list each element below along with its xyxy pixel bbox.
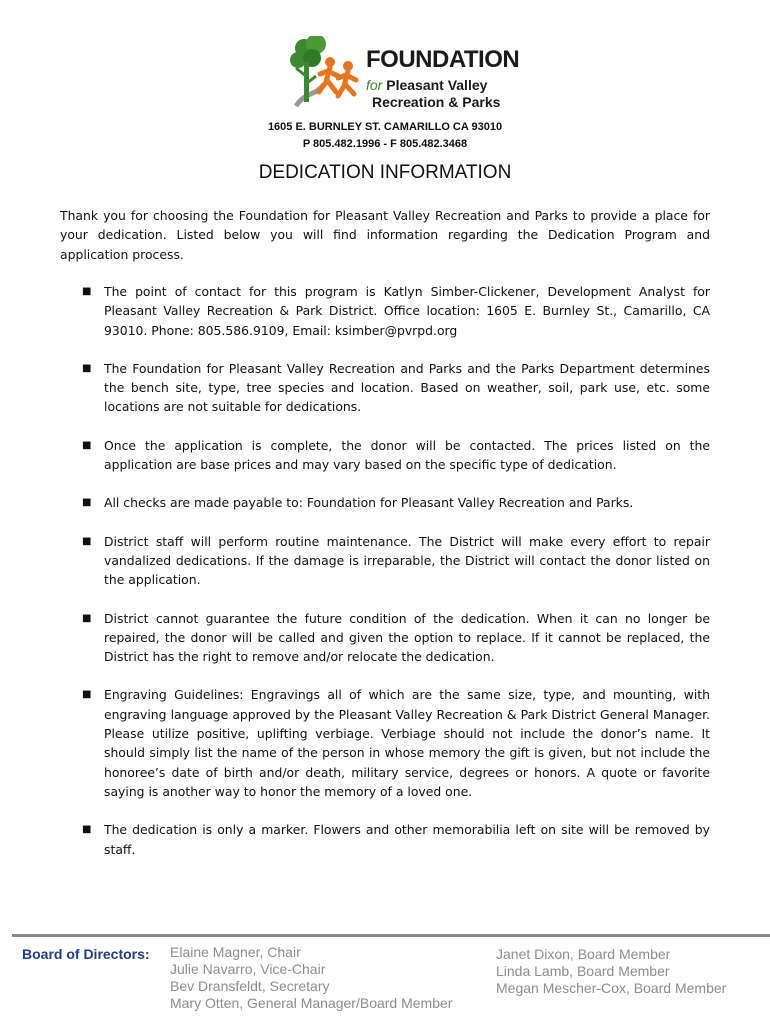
bullet-item	[60, 436, 710, 475]
bullet-text: Engraving Guidelines: Engravings all of which are the same size, type, and mounting, with engraving language approved by the Pleasant Valley Recreation & Park District General Manager. Please utilize positive, uplifting verbiage. Verbiage should not include the donor’s name. It should simply list the name of the person in whose memory the gift is given, but not include the honoree’s date of birth and/or death, military service, degrees or honors. A quote or favorite saying is another way to honor the memory of a loved one.	[104, 687, 710, 799]
board-column-2	[496, 946, 726, 997]
square-bullet-icon: ■	[82, 689, 92, 701]
logo-line1: Pleasant Valley	[386, 77, 488, 93]
square-bullet-icon: ■	[82, 439, 92, 451]
bullet-text: District staff will perform routine maintenance. The District will make every effort to repair vandalized dedications. If the damage is irreparable, the District will contact the donor listed on the application.	[104, 533, 710, 588]
board-member: Elaine Magner, Chair	[170, 944, 301, 960]
tree-runners-icon	[286, 36, 366, 116]
info-bullet-list	[60, 282, 710, 859]
board-member: Janet Dixon, Board Member	[496, 946, 671, 962]
footer-divider	[12, 934, 770, 937]
address-line: 1605 E. BURNLEY ST. CAMARILLO CA 93010	[267, 121, 503, 133]
square-bullet-icon: ■	[82, 535, 92, 547]
bullet-item	[60, 282, 710, 340]
bullet-item	[60, 820, 710, 859]
page-title: DEDICATION INFORMATION	[258, 162, 512, 183]
bullet-text: All checks are made payable to: Foundation for Pleasant Valley Recreation and Parks.	[104, 495, 634, 511]
square-bullet-icon: ■	[82, 612, 92, 624]
bullet-item	[60, 609, 710, 667]
board-label: Board of Directors:	[22, 946, 150, 962]
bullet-text: The dedication is only a marker. Flowers and other memorabilia left on site will be removed by staff.	[104, 822, 710, 857]
bullet-text: District cannot guarantee the future condition of the dedication. When it can no longer be repaired, the donor will be called and given the option to replace. If it cannot be replaced, the District has the right to remove and/or relocate the dedication.	[104, 610, 710, 665]
board-member: Megan Mescher-Cox, Board Member	[496, 980, 727, 996]
bullet-item	[60, 532, 710, 590]
intro-paragraph: Thank you for choosing the Foundation for Pleasant Valley Recreation and Parks to provide a place for your dedication. Listed below you will find information regarding the Dedication Program and application process.	[60, 208, 710, 262]
phone-fax-line: P 805.482.1996 - F 805.482.3468	[302, 138, 468, 150]
logo-subtitle-1	[366, 77, 487, 93]
square-bullet-icon: ■	[82, 824, 92, 836]
square-bullet-icon: ■	[82, 286, 92, 297]
foundation-logo	[286, 36, 520, 116]
logo-for: for	[366, 77, 383, 93]
bullet-text: The Foundation for Pleasant Valley Recreation and Parks and the Parks Department determines the bench site, type, tree species and location. Based on weather, soil, park use, etc. some locations are not suitable for dedications.	[104, 360, 710, 415]
square-bullet-icon: ■	[82, 362, 92, 374]
board-member: Linda Lamb, Board Member	[496, 963, 670, 979]
logo-subtitle-2: Recreation & Parks	[372, 94, 501, 110]
bullet-text: Once the application is complete, the donor will be contacted. The prices listed on the application are base prices and may vary based on the specific type of dedication.	[104, 437, 710, 473]
board-member: Bev Dransfeldt, Secretary	[170, 978, 330, 994]
board-of-directors-footer	[0, 944, 770, 1024]
logo-title: FOUNDATION	[366, 46, 520, 73]
board-column-1	[170, 944, 452, 1012]
bullet-item	[60, 493, 710, 512]
board-member: Mary Otten, General Manager/Board Member	[170, 995, 453, 1011]
bullet-text: The point of contact for this program is Katlyn Simber-Clickener, Development Analyst for Pleasant Valley Recreation & Park District. Office location: 1605 E. Burnley St., Camarillo, CA 93010. Phone: 805.586.9109, Email: ksimber@pvrpd.org	[104, 284, 710, 338]
bullet-item	[60, 685, 710, 801]
bullet-item	[60, 359, 710, 417]
square-bullet-icon: ■	[82, 497, 92, 509]
board-member: Julie Navarro, Vice-Chair	[170, 961, 326, 977]
